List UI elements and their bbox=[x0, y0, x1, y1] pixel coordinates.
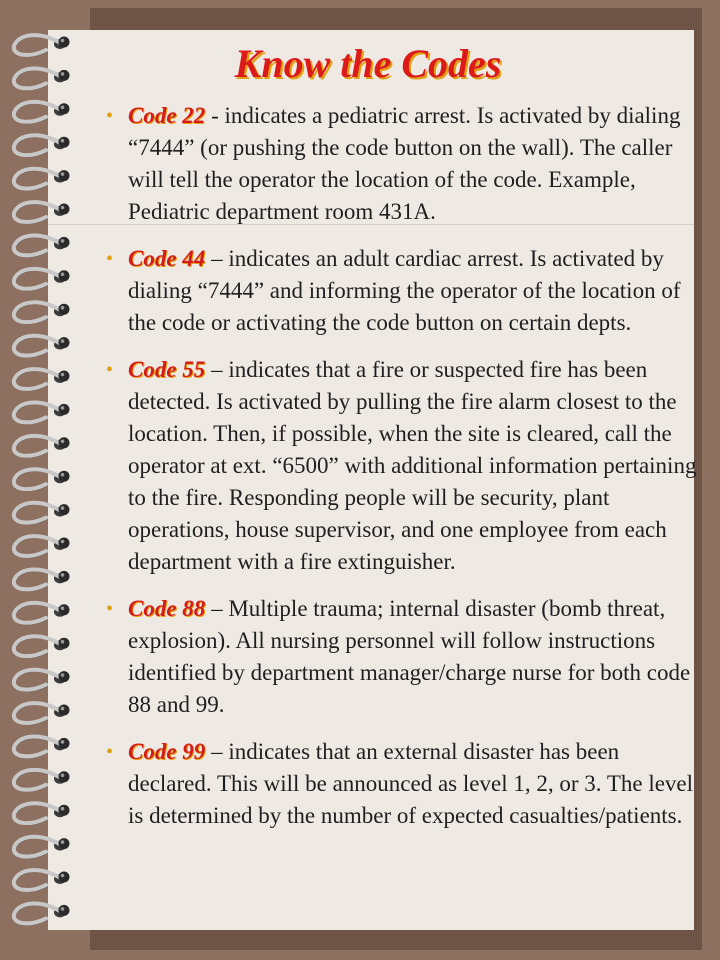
list-item bbox=[78, 243, 698, 339]
spiral-ring-icon bbox=[14, 336, 70, 357]
spiral-ring-icon bbox=[14, 202, 70, 223]
code-description: – indicates that a fire or suspected fire has been detected. Is activated by pulling the fire alarm closest to the location. Then, if possible, when the site is cleared, call the operator at ext. “6500” with additional information pertaining to the fire. Responding people will be security, plant operations, house supervisor, and one employee from each department with a fire extinguisher. bbox=[128, 357, 697, 574]
spiral-ring-icon bbox=[14, 469, 70, 490]
code-label: Code 99 bbox=[128, 739, 206, 764]
code-description: – Multiple trauma; internal disaster (bomb threat, explosion). All nursing personnel will follow instructions identified by department manager/charge nurse for both code 88 and 99. bbox=[128, 596, 691, 717]
code-label: Code 44 bbox=[128, 246, 206, 271]
spiral-ring-icon bbox=[14, 670, 70, 691]
spiral-ring-icon bbox=[14, 737, 70, 758]
spiral-ring-icon bbox=[14, 369, 70, 390]
list-item bbox=[78, 593, 698, 721]
spiral-ring-icon bbox=[14, 703, 70, 724]
spiral-ring-icon bbox=[14, 403, 70, 424]
spiral-ring-icon bbox=[14, 35, 70, 56]
spiral-ring-icon bbox=[14, 570, 70, 591]
bullet-icon: • bbox=[106, 598, 114, 620]
spiral-ring-icon bbox=[14, 503, 70, 524]
code-description: - indicates a pediatric arrest. Is activated by dialing “7444” (or pushing the code button on the wall). The caller will tell the operator the location of the code. Example, Pediatric department room 431A. bbox=[128, 103, 681, 224]
bullet-icon: • bbox=[106, 359, 114, 381]
code-list bbox=[78, 100, 698, 847]
bullet-icon: • bbox=[106, 105, 114, 127]
bullet-icon: • bbox=[106, 248, 114, 270]
list-item bbox=[78, 736, 698, 832]
code-label: Code 22 bbox=[128, 103, 206, 128]
code-description: – indicates an adult cardiac arrest. Is activated by dialing “7444” and informing the operator of the location of the code or activating the code button on certain depts. bbox=[128, 246, 681, 335]
spiral-ring-icon bbox=[14, 770, 70, 791]
spiral-ring-icon bbox=[14, 169, 70, 190]
spiral-ring-icon bbox=[14, 302, 70, 323]
code-label: Code 55 bbox=[128, 357, 206, 382]
spiral-ring-icon bbox=[14, 69, 70, 90]
spiral-ring-icon bbox=[14, 904, 70, 925]
spiral-ring-icon bbox=[14, 837, 70, 858]
spiral-ring-icon bbox=[14, 436, 70, 457]
list-item bbox=[78, 354, 698, 578]
spiral-ring-icon bbox=[14, 269, 70, 290]
spiral-ring-icon bbox=[14, 236, 70, 257]
spiral-ring-icon bbox=[14, 870, 70, 891]
bullet-icon: • bbox=[106, 741, 114, 763]
code-label: Code 88 bbox=[128, 596, 206, 621]
list-item bbox=[78, 100, 698, 228]
spiral-ring-icon bbox=[14, 603, 70, 624]
spiral-binding-icon bbox=[0, 18, 80, 938]
spiral-ring-icon bbox=[14, 803, 70, 824]
page-title: Know the Codes bbox=[234, 41, 502, 86]
spiral-ring-icon bbox=[14, 636, 70, 657]
code-description: – indicates that an external disaster has been declared. This will be announced as level 1, 2, or 3. The level is determined by the number of expected casualties/patients. bbox=[128, 739, 694, 828]
spiral-ring-icon bbox=[14, 135, 70, 156]
notebook-page bbox=[48, 30, 697, 930]
spiral-ring-icon bbox=[14, 102, 70, 123]
spiral-ring-icon bbox=[14, 536, 70, 557]
